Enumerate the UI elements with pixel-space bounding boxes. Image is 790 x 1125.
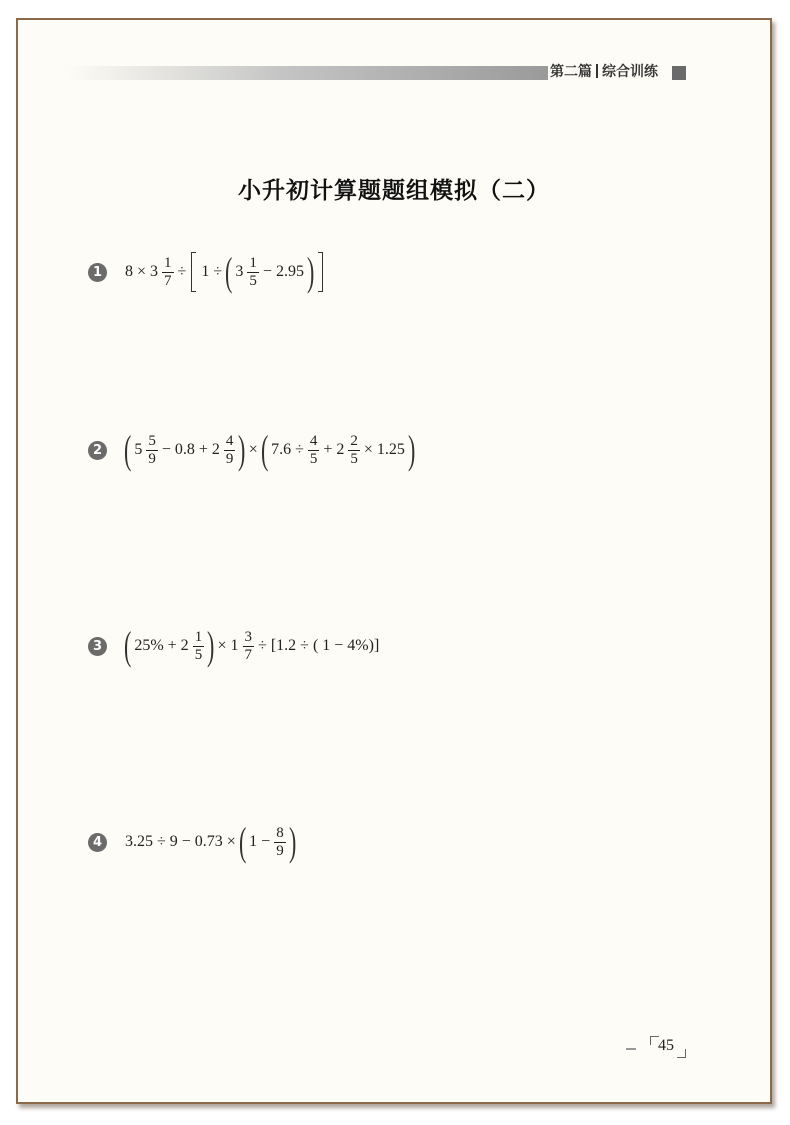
expr-term: 3.25 ÷ 9 − 0.73 ×: [125, 833, 236, 850]
fraction: [162, 255, 174, 290]
fraction: [247, 255, 259, 290]
denominator: 9: [276, 842, 284, 859]
expr-term: 5: [134, 441, 143, 458]
left-paren: (: [260, 427, 269, 472]
numerator: 1: [249, 254, 257, 271]
fraction: [146, 433, 158, 468]
expr-term: ÷ [1.2 ÷ ( 1 − 4%)]: [258, 637, 380, 654]
running-header: [550, 62, 658, 82]
problem-2: [88, 427, 416, 472]
left-paren: (: [123, 623, 132, 668]
fraction: [193, 629, 205, 664]
denominator: 7: [164, 272, 172, 289]
frame-corner-bottom-right: [677, 1049, 686, 1058]
problem-1: [88, 249, 326, 294]
left-paren: (: [238, 819, 247, 864]
expr-term: 1 ÷: [201, 263, 223, 280]
header-section: 综合训练: [602, 64, 658, 80]
footer-dash: [626, 1048, 636, 1050]
numerator: 5: [148, 432, 156, 449]
problem-number-badge: 3: [88, 637, 107, 656]
fraction: [274, 825, 286, 860]
numerator: 1: [164, 254, 172, 271]
denominator: 5: [309, 450, 318, 467]
problem-3: [88, 623, 381, 668]
denominator: 5: [249, 272, 257, 289]
expr-term: 1 −: [249, 833, 271, 850]
expr-term: 7.6 ÷: [271, 441, 304, 458]
numerator: 8: [276, 824, 284, 841]
denominator: 5: [350, 450, 358, 467]
denominator: 9: [148, 450, 156, 467]
expr-term: 25% + 2: [134, 637, 189, 654]
expr-term: 8 × 3: [125, 263, 159, 280]
left-bracket: [191, 252, 196, 292]
denominator: 9: [225, 450, 234, 467]
problem-expression: [123, 249, 326, 294]
expr-term: × 1.25: [363, 441, 405, 458]
right-bracket: [318, 252, 323, 292]
denominator: 7: [244, 646, 253, 663]
header-decoration-bar: [68, 66, 548, 80]
header-part: 第二篇: [550, 64, 592, 80]
expr-term: − 0.8 + 2: [161, 441, 220, 458]
fraction: [308, 433, 320, 468]
page-title: 小升初计算题题组模拟（二）: [238, 178, 550, 204]
denominator: 5: [194, 646, 203, 663]
numerator: 4: [309, 432, 318, 449]
problem-number-badge: 2: [88, 441, 107, 460]
expr-term: × 1: [217, 637, 239, 654]
numerator: 3: [244, 628, 253, 645]
numerator: 4: [225, 432, 234, 449]
fraction: [348, 433, 360, 468]
right-paren: ): [306, 249, 315, 294]
page-number: 45: [658, 1037, 674, 1054]
fraction: [243, 629, 255, 664]
expr-term: ÷: [177, 263, 187, 280]
left-paren: (: [225, 249, 233, 294]
header-separator: [596, 64, 598, 78]
expr-term: ×: [248, 441, 258, 458]
problem-expression: [123, 427, 416, 472]
expr-term: + 2: [323, 441, 345, 458]
problem-expression: [123, 623, 381, 668]
right-paren: ): [238, 427, 246, 472]
right-paren: ): [207, 623, 215, 668]
right-paren: ): [407, 427, 416, 472]
numerator: 1: [194, 628, 203, 645]
problem-4: [88, 819, 297, 864]
header-square-icon: [672, 66, 686, 80]
problem-number-badge: 4: [88, 833, 107, 852]
right-paren: ): [288, 819, 297, 864]
problem-expression: [123, 819, 297, 864]
numerator: 2: [350, 432, 358, 449]
problem-number-badge: 1: [88, 263, 107, 282]
fraction: [224, 433, 236, 468]
page: [16, 18, 772, 1104]
expr-term: 3: [235, 263, 244, 280]
left-paren: (: [123, 427, 132, 472]
expr-term: − 2.95: [262, 263, 304, 280]
